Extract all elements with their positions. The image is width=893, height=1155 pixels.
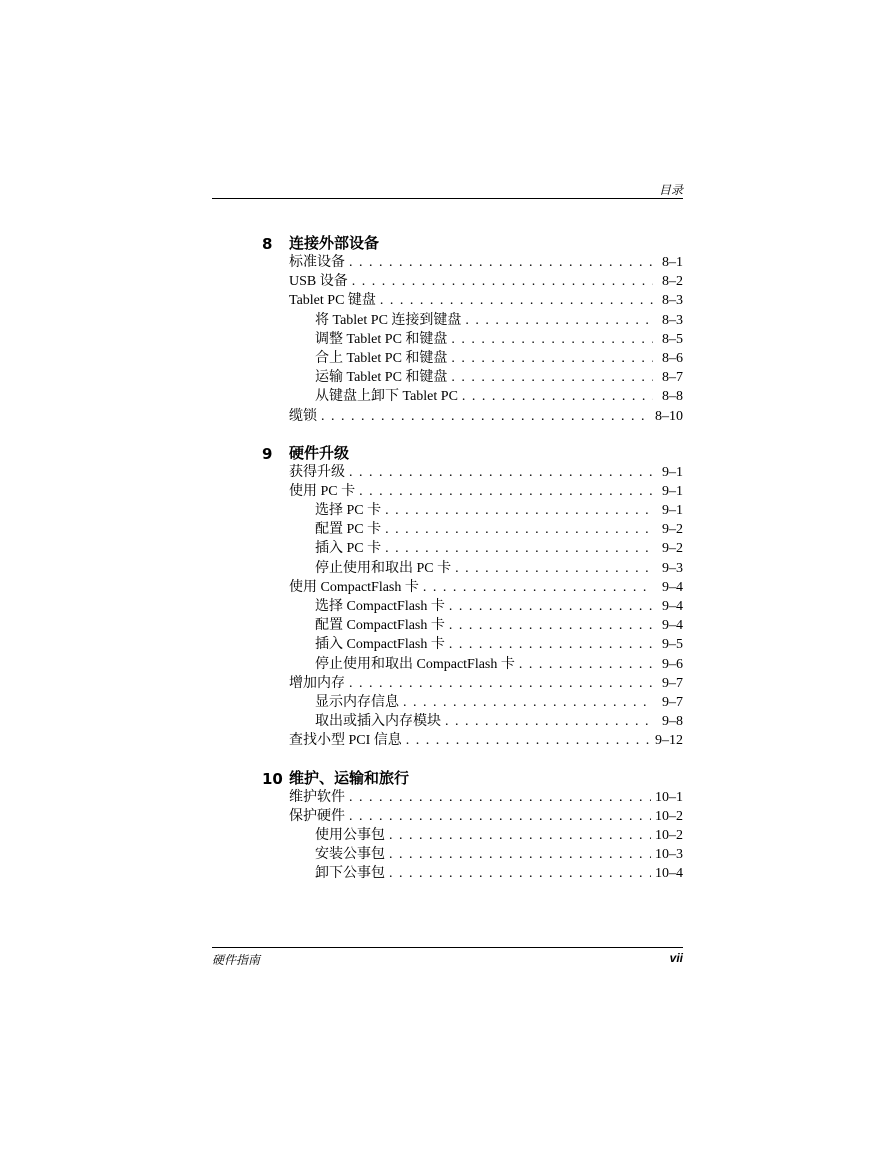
toc-entry-title: 标准设备 <box>289 255 345 270</box>
dot-leader <box>519 655 653 674</box>
toc-entry-page: 9–7 <box>662 675 683 691</box>
dot-leader <box>385 520 653 539</box>
toc-entry[interactable] <box>289 349 683 368</box>
dot-leader <box>349 463 653 482</box>
dot-leader <box>352 272 653 291</box>
toc-entry-page: 8–1 <box>662 255 683 270</box>
toc-entry-list <box>289 463 683 751</box>
toc-entry-title: 安装公事包 <box>315 847 385 863</box>
dot-leader <box>385 501 653 520</box>
dot-leader <box>445 712 653 731</box>
dot-leader <box>423 578 653 597</box>
toc-entry-page: 9–1 <box>662 464 683 480</box>
dot-leader <box>451 368 653 387</box>
dot-leader <box>465 311 653 330</box>
toc-entry-page: 8–5 <box>662 331 683 347</box>
toc-entry-title: 插入 CompactFlash 卡 <box>315 637 445 653</box>
toc-entry[interactable] <box>289 253 683 272</box>
toc-entry[interactable] <box>289 272 683 291</box>
toc-entry-page: 9–2 <box>662 522 683 538</box>
dot-leader <box>321 407 651 426</box>
toc-entry-page: 9–1 <box>662 503 683 519</box>
dot-leader <box>349 674 653 693</box>
toc-entry-page: 8–10 <box>655 408 683 424</box>
toc-entry-page: 10–3 <box>655 847 683 863</box>
dot-leader <box>406 731 651 750</box>
toc-entry[interactable] <box>289 387 683 406</box>
toc-entry-page: 9–2 <box>662 541 683 557</box>
dot-leader <box>389 826 651 845</box>
toc-entry[interactable] <box>289 501 683 520</box>
toc-chapter <box>262 233 683 426</box>
toc-entry[interactable] <box>289 826 683 845</box>
toc-entry-title: 获得升级 <box>289 464 345 480</box>
toc-entry[interactable] <box>289 463 683 482</box>
toc-entry[interactable] <box>289 539 683 558</box>
toc-chapter <box>262 768 683 884</box>
toc-entry-title: 运输 Tablet PC 和键盘 <box>315 370 448 386</box>
footer-rule <box>212 947 683 948</box>
toc-entry-page: 9–8 <box>662 714 683 730</box>
toc-entry[interactable] <box>289 693 683 712</box>
toc-entry[interactable] <box>289 597 683 616</box>
toc-entry-title: USB 设备 <box>289 274 348 290</box>
toc-entry[interactable] <box>289 845 683 864</box>
toc-entry-page: 9–1 <box>662 483 683 499</box>
toc-entry-page: 9–4 <box>662 599 683 614</box>
toc-entry-page: 10–4 <box>655 866 683 882</box>
toc-entry[interactable] <box>289 731 683 750</box>
toc-entry-title: 合上 Tablet PC 和键盘 <box>315 350 448 366</box>
chapter-number: 10 <box>262 769 283 788</box>
dot-leader <box>385 539 653 558</box>
toc-entry-page: 8–3 <box>662 312 683 328</box>
toc-entry[interactable] <box>289 578 683 597</box>
toc-entry-title: 使用公事包 <box>315 827 385 843</box>
toc-entry-page: 9–4 <box>662 618 683 634</box>
toc-entry[interactable] <box>289 330 683 349</box>
toc-entry-title: 选择 PC 卡 <box>315 503 382 519</box>
toc-entry[interactable] <box>289 407 683 426</box>
toc-entry-page: 9–7 <box>662 694 683 710</box>
chapter-title: 硬件升级 <box>289 443 350 462</box>
header-rule <box>212 198 683 199</box>
page-number: vii <box>669 951 683 965</box>
toc-entry[interactable] <box>289 864 683 883</box>
toc-entry[interactable] <box>289 788 683 807</box>
toc-entry[interactable] <box>289 291 683 310</box>
toc-entry-page: 9–4 <box>662 579 683 595</box>
toc-entry-title: 维护软件 <box>289 789 345 805</box>
toc-entry-title: 保护硬件 <box>289 808 345 824</box>
toc-entry-title: 缆锁 <box>289 408 317 424</box>
toc-entry-list <box>289 788 683 884</box>
toc-entry-page: 9–5 <box>662 637 683 653</box>
toc-entry[interactable] <box>289 482 683 501</box>
toc-entry-title: 取出或插入内存模块 <box>315 714 441 730</box>
dot-leader <box>389 864 651 883</box>
dot-leader <box>380 291 653 310</box>
dot-leader <box>359 482 653 501</box>
toc-entry-page: 9–6 <box>662 656 683 672</box>
toc-entry[interactable] <box>289 616 683 635</box>
chapter-number: 9 <box>262 444 273 463</box>
toc-entry-page: 9–12 <box>655 733 683 749</box>
dot-leader <box>449 597 653 616</box>
toc-chapter <box>262 443 683 751</box>
dot-leader <box>451 349 653 368</box>
toc-entry-title: 查找小型 PCI 信息 <box>289 733 402 749</box>
toc-entry-title: 增加内存 <box>289 675 345 691</box>
toc-entry-page: 8–8 <box>662 389 683 405</box>
toc-entry-title: 使用 CompactFlash 卡 <box>289 579 419 595</box>
toc-entry[interactable] <box>289 520 683 539</box>
chapter-heading[interactable] <box>262 233 683 253</box>
toc-entry-title: 配置 CompactFlash 卡 <box>315 618 445 634</box>
toc-entry-page: 10–1 <box>655 789 683 805</box>
toc-entry-page: 8–7 <box>662 370 683 386</box>
toc-entry-title: 停止使用和取出 CompactFlash 卡 <box>315 656 515 672</box>
toc-entry-title: 调整 Tablet PC 和键盘 <box>315 331 448 347</box>
chapter-heading[interactable] <box>262 768 683 788</box>
toc-entry[interactable] <box>289 807 683 826</box>
dot-leader <box>449 616 653 635</box>
dot-leader <box>449 635 653 654</box>
dot-leader <box>403 693 653 712</box>
toc-entry-page: 8–2 <box>662 274 683 290</box>
toc-entry-title: 插入 PC 卡 <box>315 541 382 557</box>
toc-entry[interactable] <box>289 368 683 387</box>
toc-entry-title: 卸下公事包 <box>315 866 385 882</box>
toc-entry-page: 9–3 <box>662 560 683 576</box>
toc-entry-page: 10–2 <box>655 827 683 843</box>
dot-leader <box>389 845 651 864</box>
chapter-title: 维护、运输和旅行 <box>289 768 410 787</box>
toc-entry-title: 使用 PC 卡 <box>289 483 356 499</box>
toc-entry-title: 从键盘上卸下 Tablet PC <box>315 389 458 405</box>
toc-entry[interactable] <box>289 559 683 578</box>
chapter-number: 8 <box>262 235 273 253</box>
toc-entry-title: 显示内存信息 <box>315 694 399 710</box>
dot-leader <box>349 788 651 807</box>
toc-entry-title: 配置 PC 卡 <box>315 522 382 538</box>
dot-leader <box>455 559 653 578</box>
toc-entry[interactable] <box>289 655 683 674</box>
toc-entry[interactable] <box>289 674 683 693</box>
toc-entry-page: 10–2 <box>655 808 683 824</box>
dot-leader <box>462 387 653 406</box>
toc-entry-title: 将 Tablet PC 连接到键盘 <box>315 312 462 328</box>
chapter-title: 连接外部设备 <box>289 234 380 252</box>
toc-entry[interactable] <box>289 712 683 731</box>
dot-leader <box>451 330 653 349</box>
running-header-title: 目录 <box>658 183 683 197</box>
chapter-heading[interactable] <box>262 443 683 463</box>
table-of-contents <box>262 233 683 900</box>
running-footer-book-title: 硬件指南 <box>212 953 261 967</box>
toc-entry[interactable] <box>289 311 683 330</box>
toc-entry-title: 停止使用和取出 PC 卡 <box>315 560 452 576</box>
toc-entry-page: 8–6 <box>662 350 683 366</box>
dot-leader <box>349 253 653 272</box>
toc-entry-title: Tablet PC 键盘 <box>289 293 376 309</box>
toc-entry-list <box>289 253 683 426</box>
toc-entry[interactable] <box>289 635 683 654</box>
toc-entry-title: 选择 CompactFlash 卡 <box>315 599 445 614</box>
dot-leader <box>349 807 651 826</box>
toc-entry-page: 8–3 <box>662 293 683 309</box>
